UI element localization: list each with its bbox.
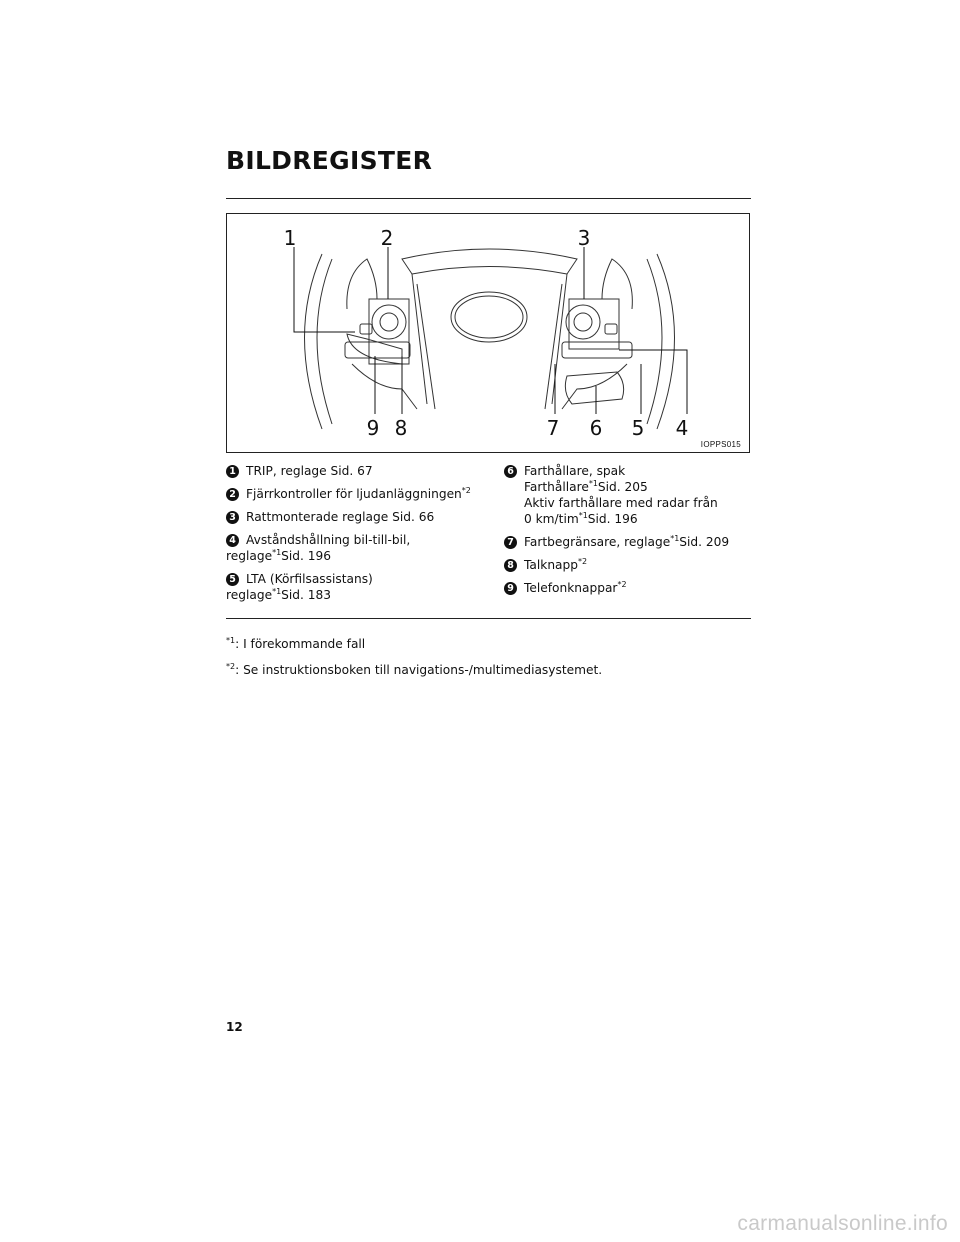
number-badge: 5 [226, 573, 239, 586]
figure-code: IOPPS015 [700, 440, 741, 449]
footnote-2: $^{*2}$: Se instruktionsboken till navigations-/multimediasystemet. [226, 662, 603, 677]
legend-item-6: 6 Farthållare, spak Farthållare$^{*1}$Sid. 205 Aktiv farthållare med radar från 0 km/tim$^{*1}$Sid. 196 [504, 463, 754, 527]
page-number: 12 [226, 1020, 243, 1034]
title-rule [226, 198, 751, 199]
callout-2: 2 [380, 226, 394, 250]
number-badge: 6 [504, 465, 517, 478]
legend-item-7: 7 Fartbegränsare, reglage$^{*1}$Sid. 209 [504, 534, 754, 550]
number-badge: 9 [504, 582, 517, 595]
callout-8: 8 [394, 416, 408, 440]
legend-item-1: 1 TRIP, reglage Sid. 67 [226, 463, 482, 479]
callout-4: 4 [675, 416, 689, 440]
number-badge: 4 [226, 534, 239, 547]
legend-item-9: 9 Telefonknappar$^{*2}$ [504, 580, 754, 596]
watermark: carmanualsonline.info [737, 1212, 948, 1235]
legend-rule [226, 618, 751, 619]
legend-item-4: 4 Avståndshållning bil-till-bil, reglage$^{*1}$Sid. 196 [226, 533, 411, 563]
legend-item-5: 5 LTA (Körfilsassistans) reglage$^{*1}$Sid. 183 [226, 572, 373, 602]
legend-item-2: 2 Fjärrkontroller för ljudanläggningen$^{*2}$ [226, 486, 482, 502]
legend-item-8: 8 Talknapp$^{*2}$ [504, 557, 754, 573]
callout-3: 3 [577, 226, 591, 250]
steering-wheel-illustration [227, 214, 750, 453]
page-title: BILDREGISTER [226, 146, 433, 175]
footnote-1: $^{*1}$: I förekommande fall [226, 636, 366, 651]
legend-right-column [504, 463, 754, 603]
callout-7: 7 [546, 416, 560, 440]
legend-item-3: 3 Rattmonterade reglage Sid. 66 [226, 509, 482, 525]
number-badge: 8 [504, 559, 517, 572]
steering-wheel-figure [226, 213, 750, 453]
callout-5: 5 [631, 416, 645, 440]
number-badge: 2 [226, 488, 239, 501]
callout-6: 6 [589, 416, 603, 440]
legend-left-column [226, 463, 482, 610]
callout-1: 1 [283, 226, 297, 250]
number-badge: 7 [504, 536, 517, 549]
number-badge: 1 [226, 465, 239, 478]
number-badge: 3 [226, 511, 239, 524]
callout-9: 9 [366, 416, 380, 440]
